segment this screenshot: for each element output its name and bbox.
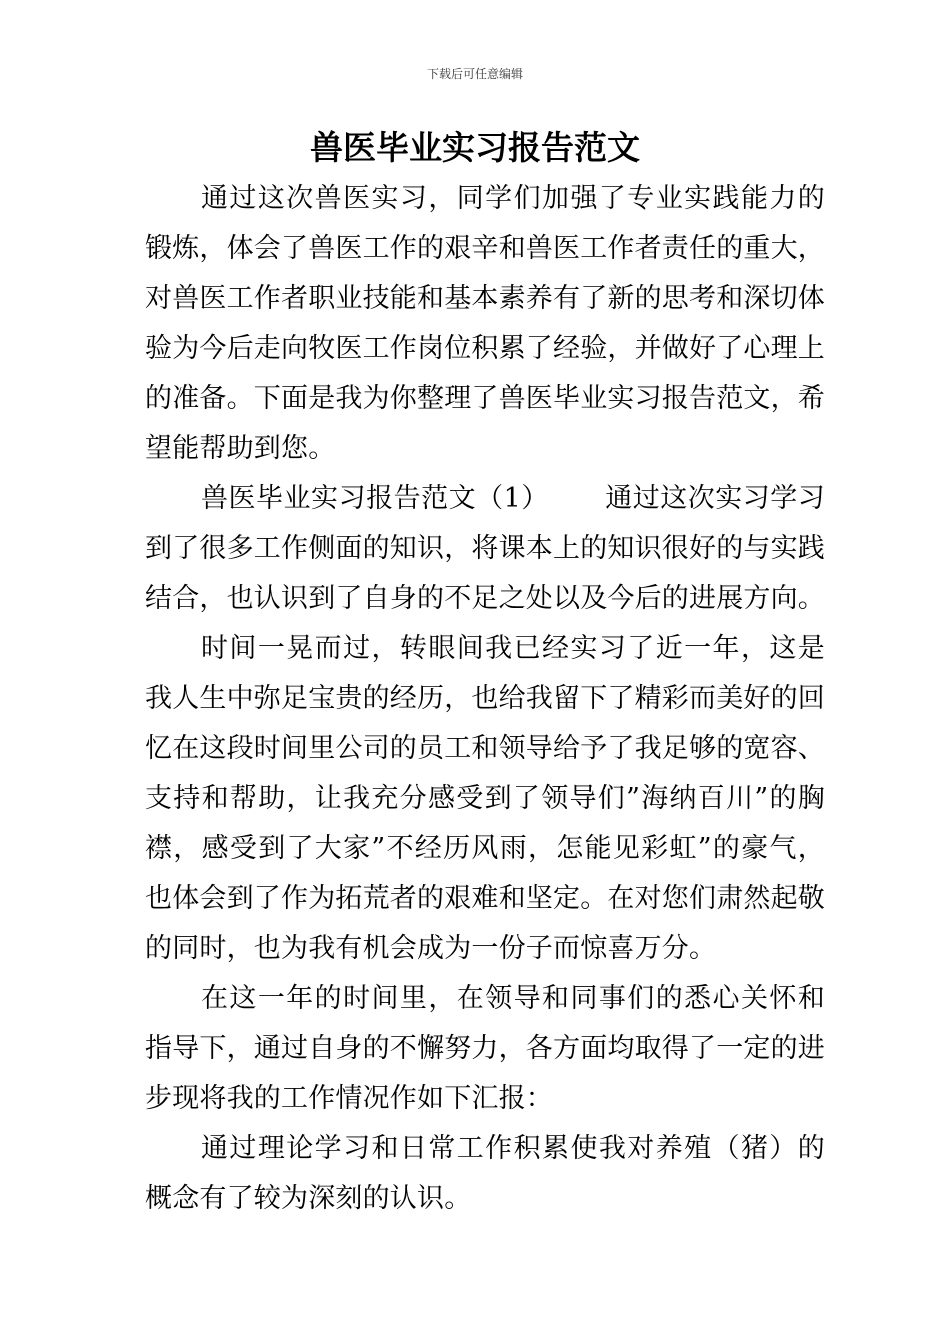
paragraph-intro: 通过这次兽医实习，同学们加强了专业实践能力的锻炼，体会了兽医工作的艰辛和兽医工作者责任的重大，对兽医工作者职业技能和基本素养有了新的思考和深切体验为今后走向牧医工作岗位积累了经验，并做好了心理上的准备。下面是我为你整理了兽医毕业实习报告范文，希望能帮助到您。: [145, 183, 825, 464]
header-note: 下载后可任意编辑: [426, 67, 523, 81]
paragraph-progress: 在这一年的时间里，在领导和同事们的悉心关怀和指导下，通过自身的不懈努力，各方面均取得了一定的进步现将我的工作情况作如下汇报：: [145, 983, 825, 1114]
section-text: 通过这次实习学习到了很多工作侧面的知识，将课本上的知识很好的与实践结合，也认识到了自身的不足之处以及今后的进展方向。: [145, 483, 825, 614]
paragraph-section-1: [145, 474, 825, 624]
document-title: 兽医毕业实习报告范文: [310, 128, 640, 167]
paragraph-reflection: 时间一晃而过，转眼间我已经实习了近一年，这是我人生中弥足宝贵的经历，也给我留下了精彩而美好的回忆在这段时间里公司的员工和领导给予了我足够的宽容、支持和帮助，让我充分感受到了领导们”海纳百川”的胸襟，感受到了大家”不经历风雨，怎能见彩虹”的豪气，也体会到了作为拓荒者的艰难和坚定。在对您们肃然起敬的同时，也为我有机会成为一份子而惊喜万分。: [145, 633, 825, 964]
document-body: [145, 174, 825, 1224]
paragraph-learning: 通过理论学习和日常工作积累使我对养殖（猪）的概念有了较为深刻的认识。: [145, 1133, 825, 1214]
section-heading: 兽医毕业实习报告范文（1）: [201, 483, 549, 514]
